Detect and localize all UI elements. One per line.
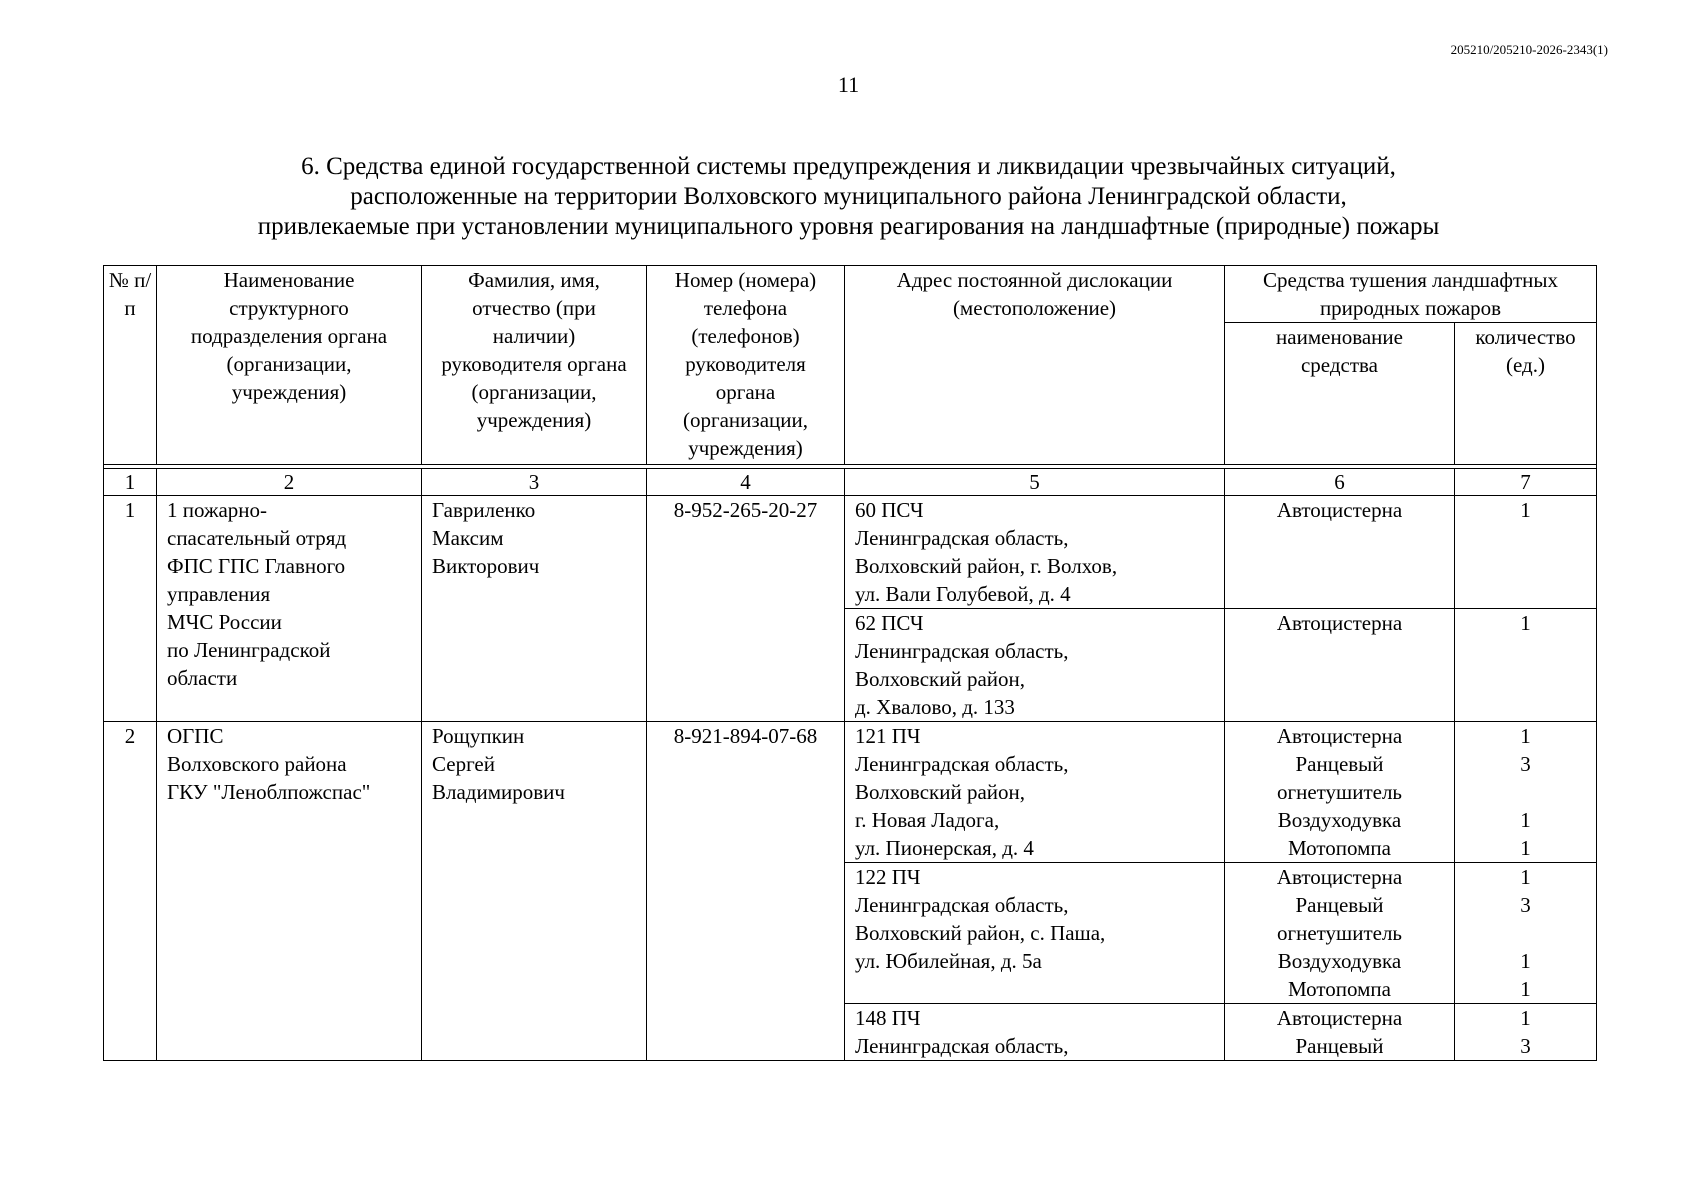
org-name-line: МЧС России (167, 610, 282, 634)
org-name-line: спасательный отряд (167, 526, 347, 550)
quantity-cell (1455, 722, 1597, 863)
header-col-phone: Номер (номера) телефона (телефонов) руководителя органа (организации, учреждения) (647, 266, 845, 465)
quantity-line: 1 (1520, 724, 1531, 748)
address-line: Волховский район, с. Паша, (855, 921, 1106, 945)
column-number: 6 (1225, 469, 1455, 496)
column-number: 1 (104, 469, 157, 496)
equipment-line: Автоцистерна (1276, 611, 1403, 635)
head-name-line: Гавриленко (432, 498, 536, 522)
org-name-cell (157, 722, 422, 1061)
equipment-cell (1225, 496, 1455, 609)
quantity-line: 1 (1520, 977, 1531, 1001)
address-line: ул. Юбилейная, д. 5а (855, 949, 1042, 973)
head-name-cell (422, 496, 647, 722)
address-line: 122 ПЧ (855, 865, 921, 889)
quantity-line: 1 (1520, 498, 1531, 522)
address-line: 121 ПЧ (855, 724, 921, 748)
equipment-line: огнетушитель (1276, 921, 1403, 945)
org-name-cell (157, 496, 422, 722)
address-cell (845, 722, 1225, 863)
document-id: 205210/205210-2026-2343(1) (1450, 42, 1608, 57)
address-line: Волховский район, г. Волхов, (855, 554, 1118, 578)
column-number: 3 (422, 469, 647, 496)
column-number: 2 (157, 469, 422, 496)
equipment-line: Мотопомпа (1288, 977, 1391, 1001)
header-col-means-name: наименование средства (1225, 323, 1455, 465)
equipment-line: Автоцистерна (1276, 865, 1403, 889)
equipment-cell (1225, 609, 1455, 722)
quantity-line: 1 (1520, 611, 1531, 635)
table-header-row (104, 266, 1597, 323)
quantity-cell (1455, 496, 1597, 609)
address-line: Ленинградская область, (855, 752, 1069, 776)
equipment-line: Ранцевый (1295, 752, 1384, 776)
quantity-line: 3 (1520, 1034, 1531, 1058)
org-name-line: ГКУ "Леноблпожспас" (167, 780, 371, 804)
equipment-line: Автоцистерна (1276, 1006, 1403, 1030)
quantity-line: 1 (1520, 949, 1531, 973)
address-cell (845, 609, 1225, 722)
head-name-line: Максим (432, 526, 504, 550)
quantity-line: 1 (1520, 865, 1531, 889)
head-name-cell (422, 722, 647, 1061)
org-name-line: управления (167, 582, 271, 606)
address-line: Волховский район, (855, 780, 1025, 804)
equipment-line: Ранцевый (1295, 893, 1384, 917)
org-name-line: ОГПС (167, 724, 224, 748)
header-col-head: Фамилия, имя, отчество (при наличии) руководителя органа (организации, учреждения) (422, 266, 647, 465)
address-line: д. Хвалово, д. 133 (855, 695, 1015, 719)
quantity-cell (1455, 609, 1597, 722)
equipment-line: Ранцевый (1295, 1034, 1384, 1058)
title-line: привлекаемые при установлении муниципального уровня реагирования на ландшафтные (природные) пожары (257, 213, 1440, 240)
address-line: Волховский район, (855, 667, 1025, 691)
equipment-line: Воздуходувка (1277, 808, 1402, 832)
head-name-line: Викторович (432, 554, 540, 578)
header-col-num: № п/п (104, 266, 157, 465)
equipment-cell (1225, 1004, 1455, 1061)
address-line: ул. Пионерская, д. 4 (855, 836, 1034, 860)
header-col-address: Адрес постоянной дислокации (местоположение) (845, 266, 1225, 465)
quantity-line: 1 (1520, 1006, 1531, 1030)
header-col-means-qty: количество (ед.) (1455, 323, 1597, 465)
address-line: 148 ПЧ (855, 1006, 921, 1030)
head-name-line: Сергей (432, 752, 495, 776)
org-name-line: по Ленинградской (167, 638, 331, 662)
equipment-cell (1225, 863, 1455, 1004)
column-number: 4 (647, 469, 845, 496)
row-number: 1 (104, 496, 157, 722)
org-name-line: Волховского района (167, 752, 347, 776)
quantity-cell (1455, 863, 1597, 1004)
quantity-line (1465, 778, 1586, 806)
page-number: 11 (837, 72, 860, 97)
header-col-org: Наименование структурного подразделения органа (организации, учреждения) (157, 266, 422, 465)
quantity-line: 3 (1520, 893, 1531, 917)
org-name-line: 1 пожарно- (167, 498, 268, 522)
address-cell (845, 1004, 1225, 1061)
column-number: 7 (1455, 469, 1597, 496)
equipment-cell (1225, 722, 1455, 863)
row-number: 2 (104, 722, 157, 1061)
table-row (104, 496, 1597, 609)
equipment-line: Мотопомпа (1288, 836, 1391, 860)
table-row (104, 722, 1597, 863)
address-line: Ленинградская область, (855, 893, 1069, 917)
org-name-line: области (167, 666, 238, 690)
equipment-line: Воздуходувка (1277, 949, 1402, 973)
column-number-row (104, 469, 1597, 496)
address-line: Ленинградская область, (855, 1034, 1069, 1058)
quantity-line: 3 (1520, 752, 1531, 776)
quantity-line (1465, 919, 1586, 947)
title-line: 6. Средства единой государственной системы предупреждения и ликвидации чрезвычайных ситуаций, (301, 153, 1396, 180)
address-cell (845, 863, 1225, 1004)
head-name-line: Владимирович (432, 780, 565, 804)
address-line: 60 ПСЧ (855, 498, 924, 522)
quantity-line: 1 (1520, 808, 1531, 832)
section-title (0, 152, 1697, 242)
address-line: 62 ПСЧ (855, 611, 924, 635)
quantity-cell (1455, 1004, 1597, 1061)
phone-cell: 8-921-894-07-68 (647, 722, 845, 1061)
address-line: г. Новая Ладога, (855, 808, 1000, 832)
address-line: ул. Вали Голубевой, д. 4 (855, 582, 1071, 606)
header-col-means: Средства тушения ландшафтных природных пожаров (1225, 266, 1597, 323)
column-number: 5 (845, 469, 1225, 496)
org-name-line: ФПС ГПС Главного (167, 554, 346, 578)
phone-cell: 8-952-265-20-27 (647, 496, 845, 722)
address-line: Ленинградская область, (855, 639, 1069, 663)
equipment-line: Автоцистерна (1276, 724, 1403, 748)
head-name-line: Рощупкин (432, 724, 525, 748)
equipment-line: огнетушитель (1276, 780, 1403, 804)
quantity-line: 1 (1520, 836, 1531, 860)
resources-table (103, 265, 1597, 1061)
title-line: расположенные на территории Волховского муниципального района Ленинградской области, (350, 183, 1347, 210)
address-line: Ленинградская область, (855, 526, 1069, 550)
equipment-line: Автоцистерна (1276, 498, 1403, 522)
address-cell (845, 496, 1225, 609)
